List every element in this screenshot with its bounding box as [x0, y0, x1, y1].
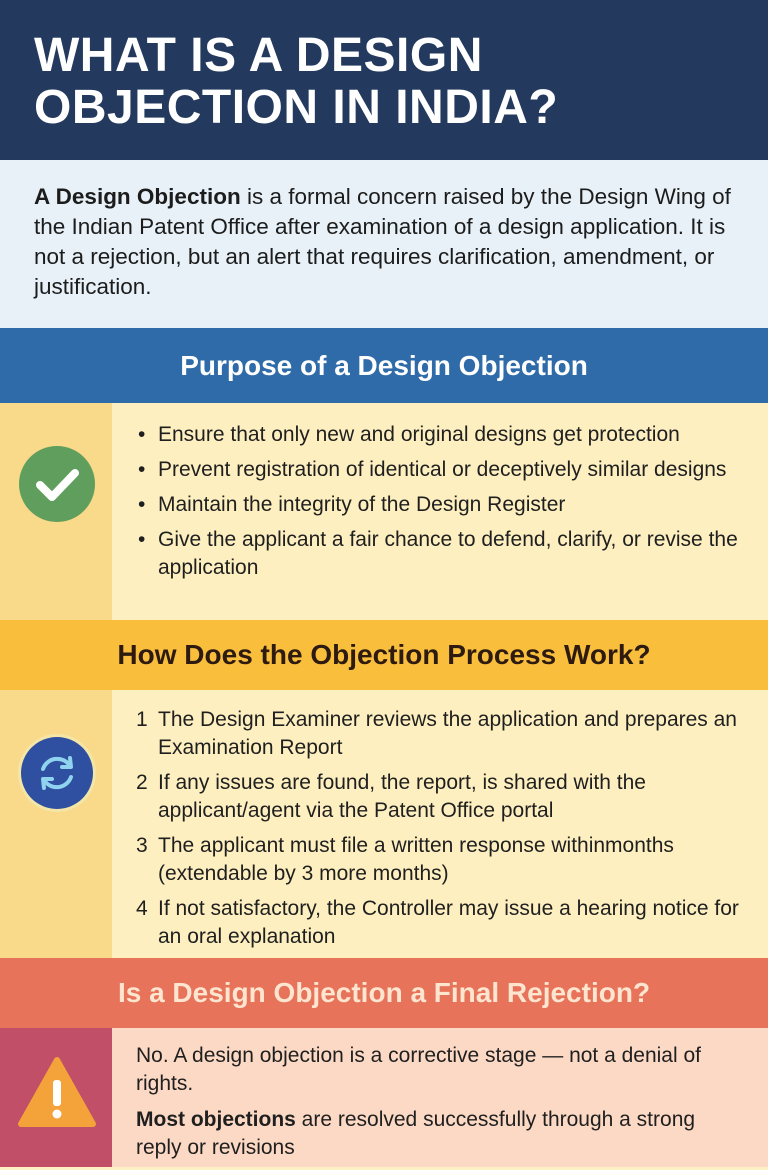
purpose-heading: Purpose of a Design Objection [0, 328, 768, 403]
process-step [136, 895, 746, 951]
process-step [136, 706, 746, 762]
rejection-heading: Is a Design Objection a Final Rejection? [0, 958, 768, 1028]
list-item: • Maintain the integrity of the Design Register [136, 491, 746, 519]
step-number: 1 [136, 708, 148, 731]
intro-paragraph [34, 182, 734, 302]
list-item: • Ensure that only new and original designs get protection [136, 421, 746, 449]
step-number: 4 [136, 897, 148, 920]
rejection-line-2-text: are resolved successfully through a strong reply or revisions [136, 1108, 696, 1159]
rejection-line-2 [136, 1106, 746, 1162]
process-step [136, 769, 746, 825]
list-item: • Give the applicant a fair chance to defend, clarify, or revise the application [136, 526, 746, 582]
warning-icon [18, 1056, 96, 1128]
rejection-line-1: No. A design objection is a corrective stage — not a denial of rights. [136, 1044, 702, 1095]
step-text: If any issues are found, the report, is shared with the applicant/agent via the Patent Office portal [158, 771, 646, 822]
list-item: • Prevent registration of identical or deceptively similar designs [136, 456, 746, 484]
rejection-bold-term: Most objections [136, 1108, 296, 1131]
page-title: WHAT IS A DESIGN OBJECTION IN INDIA? [34, 29, 559, 134]
step-text: The Design Examiner reviews the application and prepares an Examination Report [158, 708, 737, 759]
step-number: 2 [136, 771, 148, 794]
check-icon [18, 445, 96, 523]
step-text: If not satisfactory, the Controller may issue a hearing notice for an oral explanation [158, 897, 739, 948]
process-heading: How Does the Objection Process Work? [0, 620, 768, 690]
step-text: The applicant must file a written response withinmonths (extendable by 3 more months) [158, 834, 674, 885]
process-steps [136, 706, 746, 958]
intro-bold-term: A Design Objection [34, 184, 241, 209]
rejection-text [136, 1042, 746, 1170]
sync-icon [17, 733, 97, 813]
process-step [136, 832, 746, 888]
process-icon-column [0, 690, 112, 958]
purpose-list [136, 421, 746, 589]
intro-text: is a formal concern raised by the Design Wing of the Indian Patent Office after examination of a design application. It is not a rejection, but an alert that requires clarification, amendment, or justification. [34, 184, 731, 299]
step-number: 3 [136, 834, 148, 857]
